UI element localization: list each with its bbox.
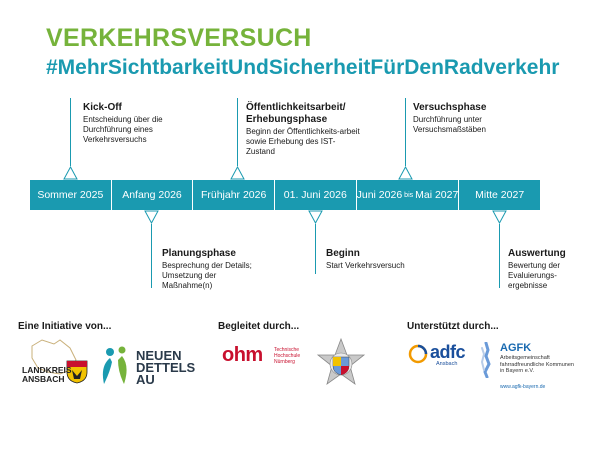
event-title: Planungsphase: [162, 248, 236, 259]
agfk-url: www.agfk-bayern.de: [500, 384, 546, 390]
event-title: Versuchsphase: [413, 102, 487, 113]
ohm-logo: [222, 344, 312, 366]
event-planungsphase: [162, 248, 257, 291]
agfk-logo: [478, 340, 590, 390]
segment-label-sep: bis: [404, 191, 414, 199]
event-title: Öffentlichkeitsarbeit/ Erhebungsphase: [246, 102, 346, 125]
event-title: Beginn: [326, 248, 360, 259]
event-oeffentlichkeitsarbeit: [246, 102, 364, 157]
segment-label: Frühjahr 2026: [200, 189, 267, 201]
ansbach-text: ANSBACH: [22, 374, 65, 384]
event-title: Kick-Off: [83, 102, 122, 113]
landkreis-ansbach-logo: [20, 338, 92, 390]
timeline-segment: [458, 180, 540, 210]
adfc-logo: [408, 342, 472, 370]
connector-line: [237, 98, 238, 166]
segment-label: Mai 2027: [415, 189, 459, 201]
timeline-segment: [192, 180, 274, 210]
initiative-label: Eine Initiative von...: [18, 321, 112, 332]
ohm-line2: Hochschule: [274, 353, 301, 359]
bicycle-wheel-icon: [408, 344, 428, 364]
pointer-down-icon: [492, 210, 507, 224]
ohm-mark: ohm: [222, 344, 263, 366]
page-title: VERKEHRSVERSUCH: [46, 24, 312, 52]
event-kick-off: [83, 102, 193, 145]
figures-icon: [96, 344, 132, 388]
police-star-icon: [316, 338, 366, 388]
connector-line: [315, 224, 316, 274]
event-beginn: [326, 248, 436, 271]
connector-line: [151, 224, 152, 288]
agfk-mark: AGFK: [500, 342, 532, 354]
event-text: Bewertung der Evaluierungs-ergebnisse: [508, 261, 561, 290]
segment-label: Sommer 2025: [37, 189, 104, 201]
neuen-text: NEUEN: [136, 348, 182, 363]
connector-line: [499, 224, 500, 288]
timeline-segment: [111, 180, 193, 210]
pointer-down-icon: [308, 210, 323, 224]
event-text: Beginn der Öffentlichkeits-arbeit sowie Erhebung des IST-Zustand: [246, 127, 360, 156]
agfk-line3: in Bayern e.V.: [500, 368, 535, 374]
agfk-emblem-icon: [478, 342, 494, 378]
ohm-line1: Technische: [274, 347, 300, 353]
timeline-segment: [30, 180, 111, 210]
adfc-sub: Ansbach: [436, 361, 458, 367]
event-text: Entscheidung über die Durchführung eines Verkehrsversuchs: [83, 115, 163, 144]
segment-label: Mitte 2027: [475, 189, 525, 201]
segment-label: Juni 2026: [356, 189, 403, 201]
segment-label: Anfang 2026: [122, 189, 182, 201]
pointer-up-icon: [230, 166, 245, 180]
page-subtitle: #MehrSichtbarkeitUndSicherheitFürDenRadverkehr: [46, 56, 560, 79]
timeline-bar: [30, 180, 540, 210]
event-text: Durchführung unter Versuchsmaßstäben: [413, 115, 486, 134]
pointer-up-icon: [398, 166, 413, 180]
agfk-line2: fahrradfreundliche Kommunen: [500, 361, 574, 368]
pointer-up-icon: [63, 166, 78, 180]
event-auswertung: [508, 248, 578, 291]
agfk-line1: Arbeitsgemeinschaft: [500, 355, 550, 361]
event-text: Start Verkehrsversuch: [326, 261, 405, 270]
event-title: Auswertung: [508, 248, 566, 259]
timeline-segment: [274, 180, 356, 210]
timeline-segment: [356, 180, 459, 210]
supported-label: Unterstützt durch...: [407, 321, 499, 332]
accompanied-label: Begleitet durch...: [218, 321, 300, 332]
landkreis-text: LANDKREIS: [22, 365, 72, 375]
dettels-text: DETTELS: [136, 360, 196, 375]
au-text: AU: [136, 372, 155, 387]
segment-label: 01. Juni 2026: [283, 189, 347, 201]
event-text: Besprechung der Details; Umsetzung der Maßnahme(n): [162, 261, 252, 290]
ohm-line3: Nürnberg: [274, 359, 295, 365]
connector-line: [405, 98, 406, 166]
adfc-mark: adfc: [430, 342, 466, 362]
event-versuchsphase: [413, 102, 513, 135]
neuendettelsau-logo: [96, 342, 196, 390]
connector-line: [70, 98, 71, 166]
pointer-down-icon: [144, 210, 159, 224]
